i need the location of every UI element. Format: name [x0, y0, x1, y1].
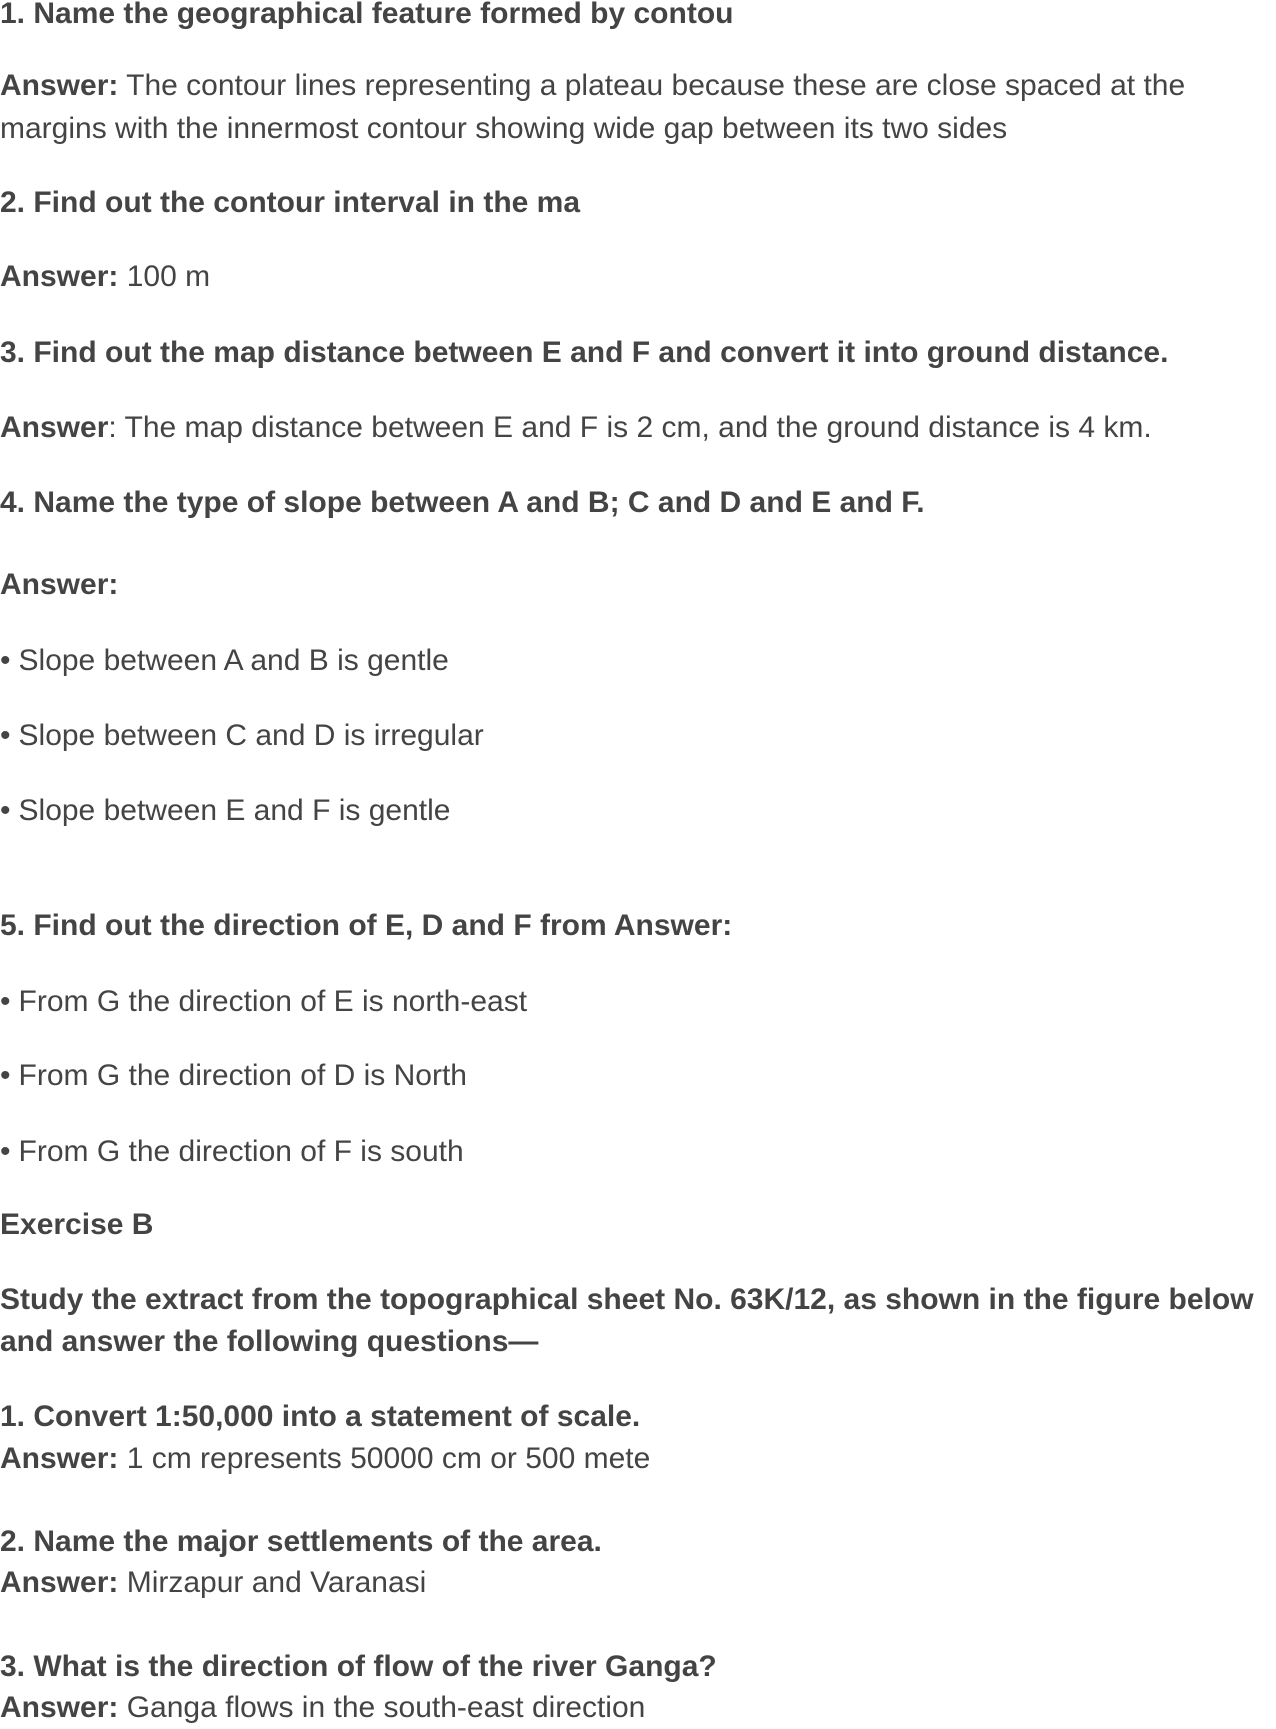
answer-text: Mirzapur and Varanasi: [126, 1566, 427, 1599]
answer-4-bullet-2: • Slope between C and D is irregular: [0, 718, 484, 754]
question-5-title: 5. Find out the direction of E, D and F from Answer:: [0, 909, 733, 942]
answer-text: : The map distance between E and F is 2 cm, and the ground distance is 4 km.: [108, 411, 1152, 444]
answer-label: Answer:: [0, 1442, 119, 1475]
answer-label: Answer:: [0, 1691, 119, 1724]
answer-1-line-2: margins with the innermost contour showing wide gap between its two sides: [0, 112, 1008, 145]
answer-4-bullet-3: • Slope between E and F is gentle: [0, 793, 450, 829]
exercise-b-question-1: 1. Convert 1:50,000 into a statement of scale.: [0, 1400, 641, 1433]
answer-text: The contour lines representing a plateau because these are close spaced at the: [126, 69, 1186, 102]
answer-text: 1 cm represents 50000 cm or 500 mete: [126, 1442, 651, 1475]
question-3-title: 3. Find out the map distance between E and F and convert it into ground distance.: [0, 336, 1169, 369]
answer-label: Answer:: [0, 1566, 119, 1599]
exercise-b-question-3: 3. What is the direction of flow of the river Ganga?: [0, 1650, 717, 1683]
answer-5-bullet-2: • From G the direction of D is North: [0, 1058, 467, 1094]
exercise-b-intro-line-1: Study the extract from the topographical sheet No. 63K/12, as shown in the figure below: [0, 1283, 1254, 1316]
answer-1-line-1: [0, 68, 1185, 104]
exercise-b-question-2: 2. Name the major settlements of the area.: [0, 1525, 602, 1558]
exercise-b-intro-line-2: and answer the following questions—: [0, 1325, 539, 1358]
question-2-title: 2. Find out the contour interval in the ma: [0, 186, 581, 219]
question-4-title: 4. Name the type of slope between A and B; C and D and E and F.: [0, 486, 925, 519]
answer-label: Answer: [0, 411, 109, 444]
answer-2: [0, 259, 210, 295]
answer-4-bullet-1: • Slope between A and B is gentle: [0, 643, 449, 679]
answer-text: Ganga flows in the south-east direction: [126, 1691, 646, 1724]
answer-4-label: Answer:: [0, 568, 119, 601]
answer-text: 100 m: [126, 260, 211, 293]
exercise-b-answer-2: [0, 1565, 426, 1601]
exercise-b-answer-1: [0, 1441, 650, 1477]
answer-label: Answer:: [0, 69, 119, 102]
answer-label: Answer:: [0, 260, 119, 293]
exercise-b-heading: Exercise B: [0, 1208, 154, 1241]
answer-5-bullet-1: • From G the direction of E is north-east: [0, 984, 527, 1020]
answer-5-bullet-3: • From G the direction of F is south: [0, 1134, 464, 1170]
exercise-b-answer-3: [0, 1690, 645, 1726]
answer-3: [0, 410, 1152, 446]
question-1-title: 1. Name the geographical feature formed by contou: [0, 0, 734, 30]
